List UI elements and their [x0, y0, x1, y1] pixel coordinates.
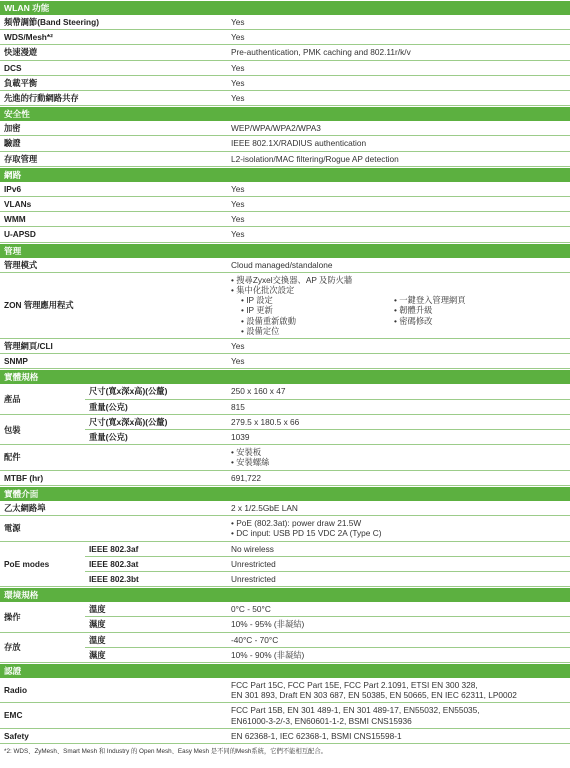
zon-features: [228, 273, 570, 338]
row-label: 配件: [4, 452, 21, 463]
cert-line: EN61000-3-2/-3, EN60601-1-2, BSMI CNS15936: [231, 715, 412, 726]
row-value: [228, 703, 570, 727]
row-value: [228, 445, 570, 469]
cert-line: FCC Part 15B, EN 301 489-1, EN 301 489-17, EN55032, EN55035,: [231, 705, 480, 716]
group-label: PoE modes: [4, 558, 50, 569]
row-label: U-APSD: [4, 229, 36, 240]
row-label: 溫度: [89, 634, 106, 645]
table-row: [0, 678, 570, 703]
table-row: [0, 729, 570, 744]
table-row: [85, 616, 570, 631]
row-value: [228, 516, 570, 540]
table-row: [85, 542, 570, 556]
zon-row: [0, 273, 570, 339]
group-label: 操作: [4, 611, 21, 622]
row-value: Unrestricted: [231, 558, 276, 569]
zon-column: [231, 295, 394, 336]
table-row: [0, 339, 570, 354]
power-item: • PoE (802.3at): power draw 21.5W: [231, 518, 566, 528]
zon-subitem: • IP 設定: [241, 295, 394, 305]
table-row: [0, 197, 570, 212]
row-label: 負載平衡: [4, 77, 38, 88]
table-row: [0, 30, 570, 45]
row-value: Yes: [231, 341, 245, 352]
row-value: No wireless: [231, 543, 274, 554]
group-label: 產品: [4, 394, 21, 405]
row-value: IEEE 802.1X/RADIUS authentication: [231, 138, 367, 149]
accessory-item: • 安裝板: [231, 447, 566, 457]
group-label: 包裝: [4, 424, 21, 435]
row-value: 279.5 x 180.5 x 66: [231, 416, 300, 427]
group-rows: [85, 542, 570, 587]
row-value: 0°C - 50°C: [231, 604, 271, 615]
table-row: [0, 152, 570, 167]
row-label: 尺寸(寬x深x高)(公釐): [89, 386, 168, 397]
table-row: [0, 354, 570, 369]
zon-subitem: • 密碼修改: [394, 316, 466, 326]
row-value: Yes: [231, 77, 245, 88]
section-certification: 認證: [0, 663, 570, 678]
row-label: 重量(公克): [89, 401, 128, 412]
table-row: [85, 415, 570, 429]
accessory-item: • 安裝螺絲: [231, 457, 566, 467]
group-label: 存放: [4, 642, 21, 653]
table-row: [0, 76, 570, 91]
row-value: Cloud managed/standalone: [231, 259, 333, 270]
group-rows: [85, 384, 570, 413]
table-row: [0, 501, 570, 516]
zon-subitem: • 設備重新啟動: [241, 316, 394, 326]
row-value: Yes: [231, 93, 245, 104]
row-value: Yes: [231, 62, 245, 73]
row-value: 1039: [231, 432, 250, 443]
row-label: 乙太網路埠: [4, 502, 46, 513]
section-security: 安全性: [0, 106, 570, 121]
table-row: [85, 602, 570, 616]
poe-group: [0, 542, 570, 588]
cert-line: FCC Part 15C, FCC Part 15E, FCC Part 2.1091, ETSI EN 300 328,: [231, 679, 478, 690]
zon-column: [394, 295, 466, 336]
row-value: 2 x 1/2.5GbE LAN: [231, 502, 298, 513]
table-row: [0, 227, 570, 242]
table-row: [0, 703, 570, 728]
row-label: 先進的行動網路共存: [4, 93, 79, 104]
row-label: IEEE 802.3bt: [89, 573, 139, 584]
table-row: [0, 471, 570, 486]
zon-subitem: • 設備定位: [241, 326, 394, 336]
zon-subitem: • 一鍵登入管理網頁: [394, 295, 466, 305]
row-value: L2-isolation/MAC filtering/Rogue AP detection: [231, 153, 399, 164]
zon-bullet: • 集中化批次設定: [231, 285, 566, 295]
row-label: MTBF (hr): [4, 472, 44, 483]
table-row: [0, 445, 570, 470]
row-value: Pre-authentication, PMK caching and 802.11r/k/v: [231, 47, 411, 58]
row-label: IEEE 802.3af: [89, 543, 139, 554]
section-environment: 環境規格: [0, 587, 570, 602]
table-row: [85, 647, 570, 662]
row-label: 重量(公克): [89, 432, 128, 443]
operating-group: [0, 602, 570, 632]
row-label: VLANs: [4, 199, 32, 210]
row-label: EMC: [4, 710, 23, 721]
row-value: 250 x 160 x 47: [231, 386, 286, 397]
row-label: WDS/Mesh*²: [4, 32, 53, 43]
storage-group: [0, 633, 570, 663]
row-value: Yes: [231, 183, 245, 194]
row-label: ZON 管理應用程式: [4, 300, 74, 311]
wlan-rows: [0, 15, 570, 106]
row-label: IEEE 802.3at: [89, 558, 139, 569]
group-rows: [85, 415, 570, 444]
section-wlan: WLAN 功能: [0, 0, 570, 15]
table-row: [0, 121, 570, 136]
row-value: Yes: [231, 199, 245, 210]
product-group: [0, 384, 570, 414]
table-row: [0, 61, 570, 76]
table-row: [85, 633, 570, 647]
table-row: [0, 182, 570, 197]
cert-line: EN 301 893, Draft EN 303 687, EN 50385, EN 50665, EN IEC 62311, LP0002: [231, 690, 517, 701]
table-row: [85, 429, 570, 444]
row-value: Yes: [231, 356, 245, 367]
group-rows: [85, 633, 570, 662]
row-value: 10% - 95% (非凝結): [231, 619, 305, 630]
table-row: [0, 136, 570, 151]
row-label: 電源: [4, 523, 21, 534]
table-row: [0, 516, 570, 541]
row-value: EN 62368-1, IEC 62368-1, BSMI CNS15598-1: [231, 730, 402, 741]
row-label: 管理模式: [4, 259, 38, 270]
row-label: IPv6: [4, 183, 22, 194]
zon-subitem: • 韌體升級: [394, 305, 466, 315]
table-row: [0, 212, 570, 227]
zon-subitem: • IP 更新: [241, 305, 394, 315]
row-label: 管理網頁/CLI: [4, 341, 53, 352]
table-row: [85, 571, 570, 586]
row-label: 快速漫遊: [4, 47, 38, 58]
row-value: 815: [231, 401, 245, 412]
row-label: WMM: [4, 214, 26, 225]
table-row: [85, 384, 570, 398]
row-label: DCS: [4, 62, 22, 73]
row-label: 加密: [4, 123, 21, 134]
row-value: Yes: [231, 229, 245, 240]
power-item: • DC input: USB PD 15 VDC 2A (Type C): [231, 528, 566, 538]
section-interface: 實體介面: [0, 486, 570, 501]
zon-bullet: • 搜尋Zyxel交換器、AP 及防火牆: [231, 275, 566, 285]
row-label: 驗證: [4, 138, 21, 149]
table-row: [85, 399, 570, 414]
row-label: 濕度: [89, 619, 106, 630]
row-label: Radio: [4, 685, 28, 696]
table-row: [0, 45, 570, 60]
table-row: [0, 15, 570, 30]
row-label: 溫度: [89, 604, 106, 615]
section-hardware: 實體規格: [0, 369, 570, 384]
row-label: 頻帶調節(Band Steering): [4, 17, 99, 27]
row-value: WEP/WPA/WPA2/WPA3: [231, 123, 321, 134]
row-value: Yes: [231, 32, 245, 43]
section-network: 網路: [0, 167, 570, 182]
row-value: [228, 678, 570, 702]
row-label: 濕度: [89, 649, 106, 660]
row-label: SNMP: [4, 356, 28, 367]
group-rows: [85, 602, 570, 631]
row-value: -40°C - 70°C: [231, 634, 279, 645]
section-management: 管理: [0, 243, 570, 258]
row-value: 10% - 90% (非凝結): [231, 649, 305, 660]
row-value: Yes: [231, 17, 245, 27]
row-label: 存取管理: [4, 153, 38, 164]
package-group: [0, 415, 570, 445]
table-row: [0, 91, 570, 106]
row-value: Yes: [231, 214, 245, 225]
zon-columns: [231, 295, 566, 336]
row-value: 691,722: [231, 472, 261, 483]
footnote: *2: WDS、ZyMesh、Smart Mesh 和 Industry 的 Open Mesh、Easy Mesh 是不同的Mesh系統，它們不能相互配合。: [4, 747, 327, 755]
row-label: 尺寸(寬x深x高)(公釐): [89, 416, 168, 427]
row-label: Safety: [4, 730, 29, 741]
table-row: [85, 556, 570, 571]
row-value: Unrestricted: [231, 573, 276, 584]
table-row: [0, 258, 570, 273]
